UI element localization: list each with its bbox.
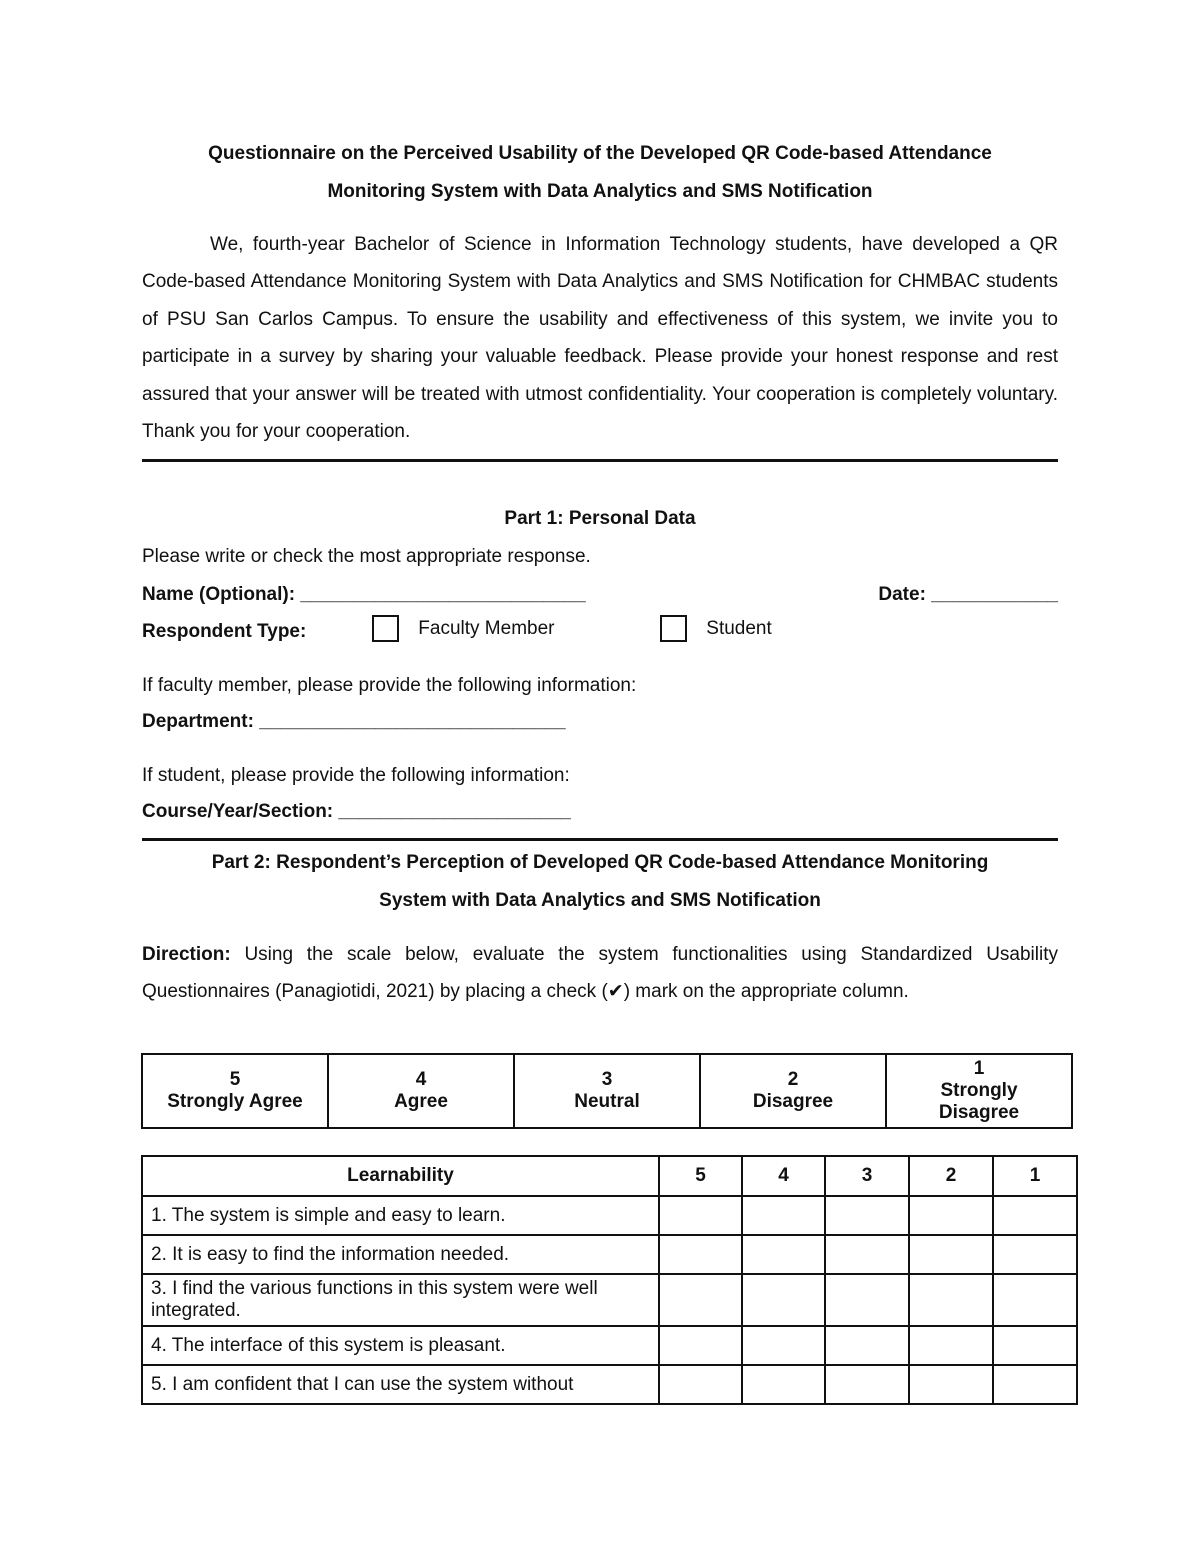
scale-label: Strongly Disagree <box>938 1080 1020 1123</box>
table-row <box>142 1196 1077 1235</box>
part1-heading: Part 1: Personal Data <box>504 508 696 529</box>
faculty-note: If faculty member, please provide the following information: <box>142 675 637 696</box>
course-label: Course/Year/Section: <box>142 801 334 822</box>
student-option[interactable] <box>660 615 772 642</box>
faculty-option[interactable] <box>372 615 554 642</box>
name-field[interactable]: ___________________________ <box>300 584 586 605</box>
rating-cell[interactable] <box>825 1196 909 1235</box>
rating-cell[interactable] <box>742 1326 825 1365</box>
scale-num: 3 <box>601 1069 613 1090</box>
part2-heading-line-1: Part 2: Respondent’s Perception of Developed QR Code-based Attendance Monitoring <box>211 852 989 873</box>
title-line-1: Questionnaire on the Perceived Usability of the Developed QR Code-based Attendance <box>208 143 992 164</box>
scale-label: Neutral <box>574 1091 640 1112</box>
column-header: 1 <box>993 1156 1077 1196</box>
date-label: Date: <box>878 584 926 605</box>
table-row <box>142 1235 1077 1274</box>
part2-heading-line-2: System with Data Analytics and SMS Notification <box>379 890 821 911</box>
direction-label: Direction: <box>142 944 231 965</box>
scale-label: Disagree <box>752 1091 834 1112</box>
rating-cell[interactable] <box>659 1365 742 1404</box>
table-row <box>142 1274 1077 1326</box>
rating-cell[interactable] <box>742 1196 825 1235</box>
section-divider-1 <box>142 459 1058 462</box>
rating-cell[interactable] <box>825 1365 909 1404</box>
faculty-checkbox[interactable] <box>372 615 399 642</box>
scale-num: 2 <box>787 1069 799 1090</box>
scale-num: 1 <box>973 1058 985 1079</box>
student-option-label: Student <box>706 617 772 639</box>
scale-cell-4 <box>328 1054 514 1128</box>
rating-cell[interactable] <box>993 1196 1077 1235</box>
rating-cell[interactable] <box>659 1235 742 1274</box>
rating-cell[interactable] <box>659 1274 742 1326</box>
rating-scale-table <box>141 1053 1073 1129</box>
name-label: Name (Optional): <box>142 584 296 605</box>
rating-cell[interactable] <box>993 1235 1077 1274</box>
department-row <box>142 711 566 733</box>
date-row <box>878 584 1058 606</box>
scale-cell-3 <box>514 1054 700 1128</box>
column-header: 2 <box>909 1156 993 1196</box>
rating-cell[interactable] <box>825 1326 909 1365</box>
question-text: 4. The interface of this system is pleasant. <box>142 1326 659 1365</box>
learnability-table <box>141 1155 1078 1405</box>
rating-cell[interactable] <box>825 1274 909 1326</box>
student-checkbox[interactable] <box>660 615 687 642</box>
name-row <box>142 584 586 606</box>
rating-cell[interactable] <box>742 1235 825 1274</box>
column-header: 4 <box>742 1156 825 1196</box>
table-row <box>142 1326 1077 1365</box>
scale-num: 5 <box>229 1069 241 1090</box>
section-divider-2 <box>142 838 1058 841</box>
rating-cell[interactable] <box>825 1235 909 1274</box>
question-text: 1. The system is simple and easy to learn. <box>142 1196 659 1235</box>
direction-text: Using the scale below, evaluate the system functionalities using Standardized Usability Questionnaires (Panagiotidi, 2021) by placing a check (✔) mark on the appropriate column. <box>142 944 1058 1003</box>
rating-cell[interactable] <box>993 1365 1077 1404</box>
scale-label: Strongly Agree <box>167 1091 303 1112</box>
scale-cell-5 <box>142 1054 328 1128</box>
rating-cell[interactable] <box>993 1326 1077 1365</box>
direction-paragraph <box>142 936 1058 1011</box>
question-text: 5. I am confident that I can use the system without <box>142 1365 659 1404</box>
scale-cell-2 <box>700 1054 886 1128</box>
department-label: Department: <box>142 711 254 732</box>
intro-text: We, fourth-year Bachelor of Science in Information Technology students, have developed a QR Code-based Attendance Monitoring System with Data Analytics and SMS Notification for CHMBAC students of PSU San Carlos Campus. To ensure the usability and effectiveness of this system, we invite you to participate in a survey by sharing your valuable feedback. Please provide your honest response and rest assured that your answer will be treated with utmost confidentiality. Your cooperation is completely voluntary. Thank you for your cooperation. <box>142 234 1058 443</box>
student-note: If student, please provide the following information: <box>142 765 570 786</box>
scale-label: Agree <box>394 1091 448 1112</box>
rating-cell[interactable] <box>909 1196 993 1235</box>
scale-num: 4 <box>415 1069 427 1090</box>
part1-instruction: Please write or check the most appropriate response. <box>142 546 591 567</box>
question-text: 3. I find the various functions in this system were well integrated. <box>142 1274 659 1326</box>
question-text: 2. It is easy to find the information needed. <box>142 1235 659 1274</box>
document-title <box>142 135 1058 211</box>
rating-cell[interactable] <box>659 1196 742 1235</box>
faculty-option-label: Faculty Member <box>418 617 555 639</box>
rating-cell[interactable] <box>909 1235 993 1274</box>
rating-cell[interactable] <box>659 1326 742 1365</box>
rating-cell[interactable] <box>742 1274 825 1326</box>
rating-cell[interactable] <box>909 1274 993 1326</box>
date-field[interactable]: ____________ <box>931 584 1058 605</box>
respondent-type-label: Respondent Type: <box>142 621 307 642</box>
part2-heading <box>142 844 1058 920</box>
scale-cell-1 <box>886 1054 1072 1128</box>
column-header: 5 <box>659 1156 742 1196</box>
department-field[interactable]: _____________________________ <box>259 711 566 732</box>
course-field[interactable]: ______________________ <box>338 801 571 822</box>
title-line-2: Monitoring System with Data Analytics and SMS Notification <box>327 181 873 202</box>
learnability-header: Learnability <box>142 1156 659 1196</box>
rating-cell[interactable] <box>909 1365 993 1404</box>
table-row <box>142 1365 1077 1404</box>
course-row <box>142 801 571 823</box>
column-header: 3 <box>825 1156 909 1196</box>
intro-paragraph <box>142 226 1058 450</box>
rating-cell[interactable] <box>993 1274 1077 1326</box>
rating-cell[interactable] <box>742 1365 825 1404</box>
rating-cell[interactable] <box>909 1326 993 1365</box>
table-header-row <box>142 1156 1077 1196</box>
